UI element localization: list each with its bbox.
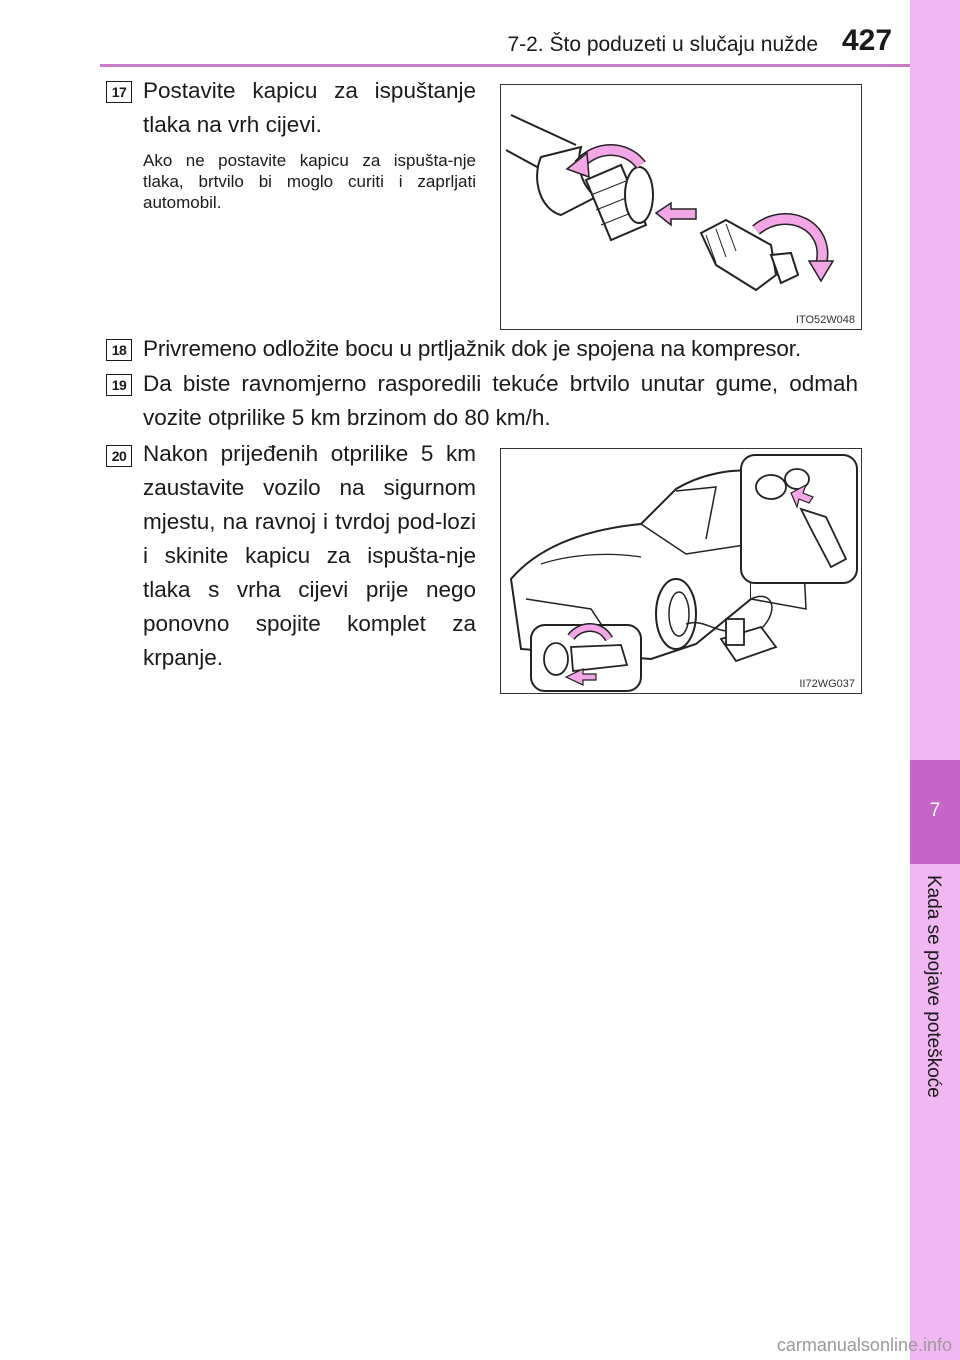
step-text-20: Nakon prijeđenih otprilike 5 km zaustavite vozilo na sigurnom mjestu, na ravnoj i tvrdoj pod-lozi i skinite kapicu za ispušta-nje tlaka s vrha cijevi prije nego ponovno spojite komplet za krpanje. bbox=[143, 441, 476, 670]
step-badge-17: 17 bbox=[106, 81, 132, 103]
step-badge-20: 20 bbox=[106, 445, 132, 467]
figure-code: ITO52W048 bbox=[795, 314, 855, 326]
page-number: 427 bbox=[842, 24, 893, 57]
step-text-19: Da biste ravnomjerno rasporedili tekuće brtvilo unutar gume, odmah vozite otprilike 5 km brzinom do 80 km/h. bbox=[143, 371, 858, 430]
step-text-18: Privremeno odložite bocu u prtljažnik dok je spojena na kompresor. bbox=[143, 336, 801, 361]
watermark: carmanualsonline.info bbox=[776, 1335, 952, 1355]
pressure-cap-illustration bbox=[501, 85, 861, 329]
step-text-17: Postavite kapicu za ispuštanje tlaka na vrh cijevi. bbox=[143, 78, 476, 137]
side-tab-chapter-number: 7 bbox=[929, 800, 941, 821]
side-tab-strip bbox=[910, 0, 960, 1360]
car-repair-kit-illustration bbox=[501, 449, 861, 693]
figure-code: II72WG037 bbox=[799, 678, 855, 690]
step-note-17: Ako ne postavite kapicu za ispušta-nje tlaka, brtvilo bi moglo curiti i zaprljati automobil. bbox=[143, 151, 476, 212]
figure-car-repair-kit bbox=[500, 448, 862, 694]
section-title: 7-2. Što poduzeti u slučaju nužde bbox=[507, 33, 818, 56]
side-tab-chapter-title: Kada se pojave poteškoće bbox=[923, 875, 944, 1098]
step-badge-18: 18 bbox=[106, 339, 132, 361]
figure-pressure-cap bbox=[500, 84, 862, 330]
header-divider bbox=[100, 64, 910, 67]
step-badge-19: 19 bbox=[106, 374, 132, 396]
